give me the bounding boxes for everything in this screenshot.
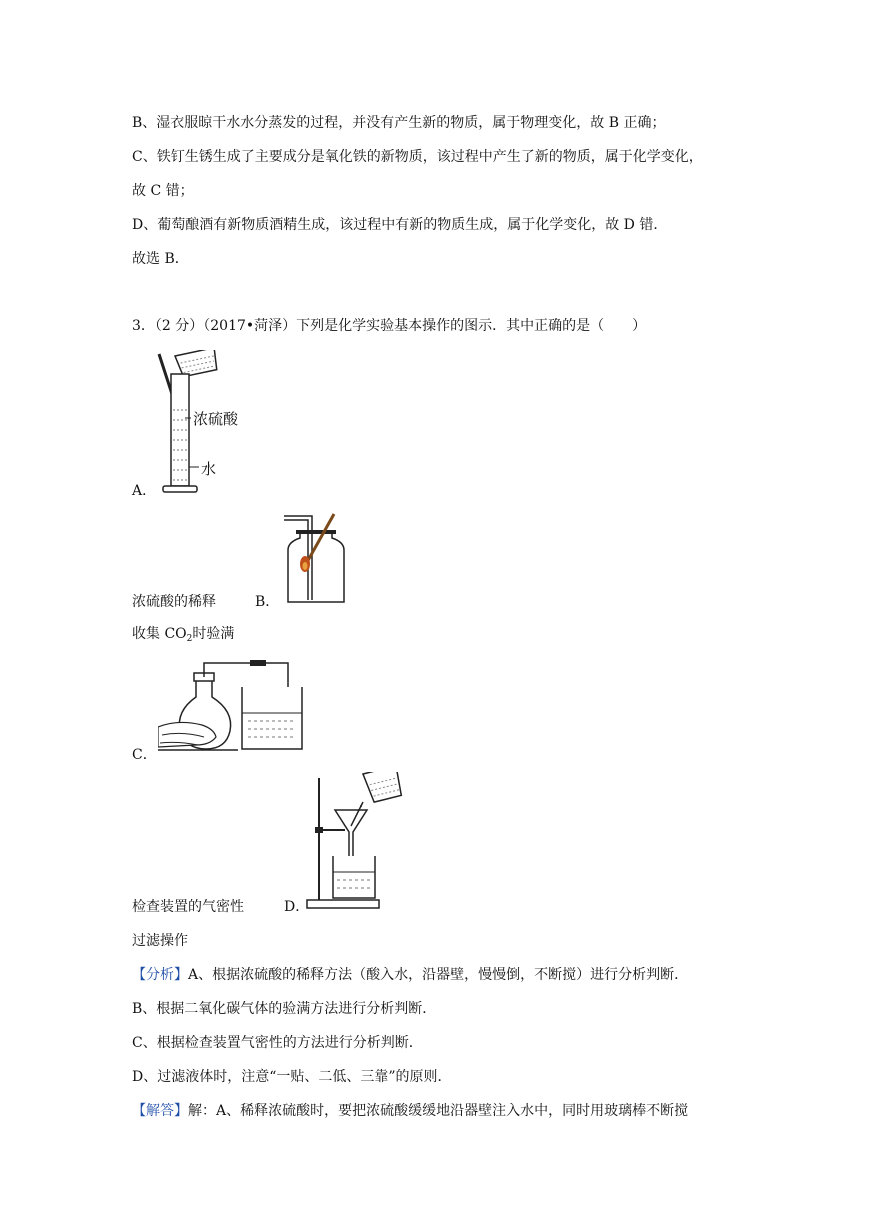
analysis-line-d: D、过滤液体时，注意“一贴、二低、三靠”的原则． (132, 1069, 452, 1085)
option-b-letter: B． (255, 594, 280, 610)
solution-text: 解：A、稀释浓硫酸时，要把浓硫酸缓缓地沿器壁注入水中，同时用玻璃棒不断搅 (188, 1103, 689, 1119)
analysis-line-a (132, 965, 688, 985)
analysis-line-b: B、根据二氧化碳气体的验满方法进行分析判断． (132, 1001, 437, 1017)
analysis-a-text: A、根据浓硫酸的稀释方法（酸入水，沿器壁，慢慢倒，不断搅）进行分析判断． (188, 967, 689, 983)
option-b-caption (132, 624, 234, 646)
solution-line (132, 1101, 688, 1121)
figure-d-filtration (305, 772, 405, 912)
figure-a-acid-dilution (155, 350, 255, 498)
option-b-caption-post: 时验满 (192, 626, 235, 642)
figure-c-airtightness (158, 655, 308, 755)
question-stem: 3．（2 分）（2017•菏泽）下列是化学实验基本操作的图示．其中正确的是（ ） (132, 318, 647, 334)
explanation-line-c2: 故 C 错； (132, 183, 194, 199)
answer-line: 故选 B． (132, 251, 189, 267)
option-a-letter: A． (132, 483, 157, 499)
option-c-letter: C． (132, 747, 157, 763)
analysis-line-c: C、根据检查装置气密性的方法进行分析判断． (132, 1035, 423, 1051)
solution-tag: 【解答】 (132, 1103, 188, 1119)
explanation-line-b: B、湿衣服晾干水水分蒸发的过程，并没有产生新的物质，属于物理变化，故 B 正确； (132, 115, 666, 131)
option-b-caption-sub: 2 (186, 634, 193, 644)
label-concentrated-sulfuric-acid: 浓硫酸 (193, 410, 239, 428)
option-d-letter: D． (284, 899, 310, 915)
option-d-caption: 过滤操作 (132, 933, 188, 949)
option-c-caption: 检查装置的气密性 (132, 899, 244, 915)
explanation-line-c1: C、铁钉生锈生成了主要成分是氧化铁的新物质，该过程中产生了新的物质，属于化学变化， (132, 149, 703, 165)
option-a-caption: 浓硫酸的稀释 (132, 594, 216, 610)
analysis-tag: 【分析】 (132, 967, 188, 983)
label-water: 水 (201, 460, 217, 478)
figure-b-co2-check (276, 510, 358, 606)
explanation-line-d: D、葡萄酿酒有新物质酒精生成，该过程中有新的物质生成，属于化学变化，故 D 错． (132, 217, 668, 233)
option-b-caption-pre: 收集 CO (132, 626, 187, 642)
